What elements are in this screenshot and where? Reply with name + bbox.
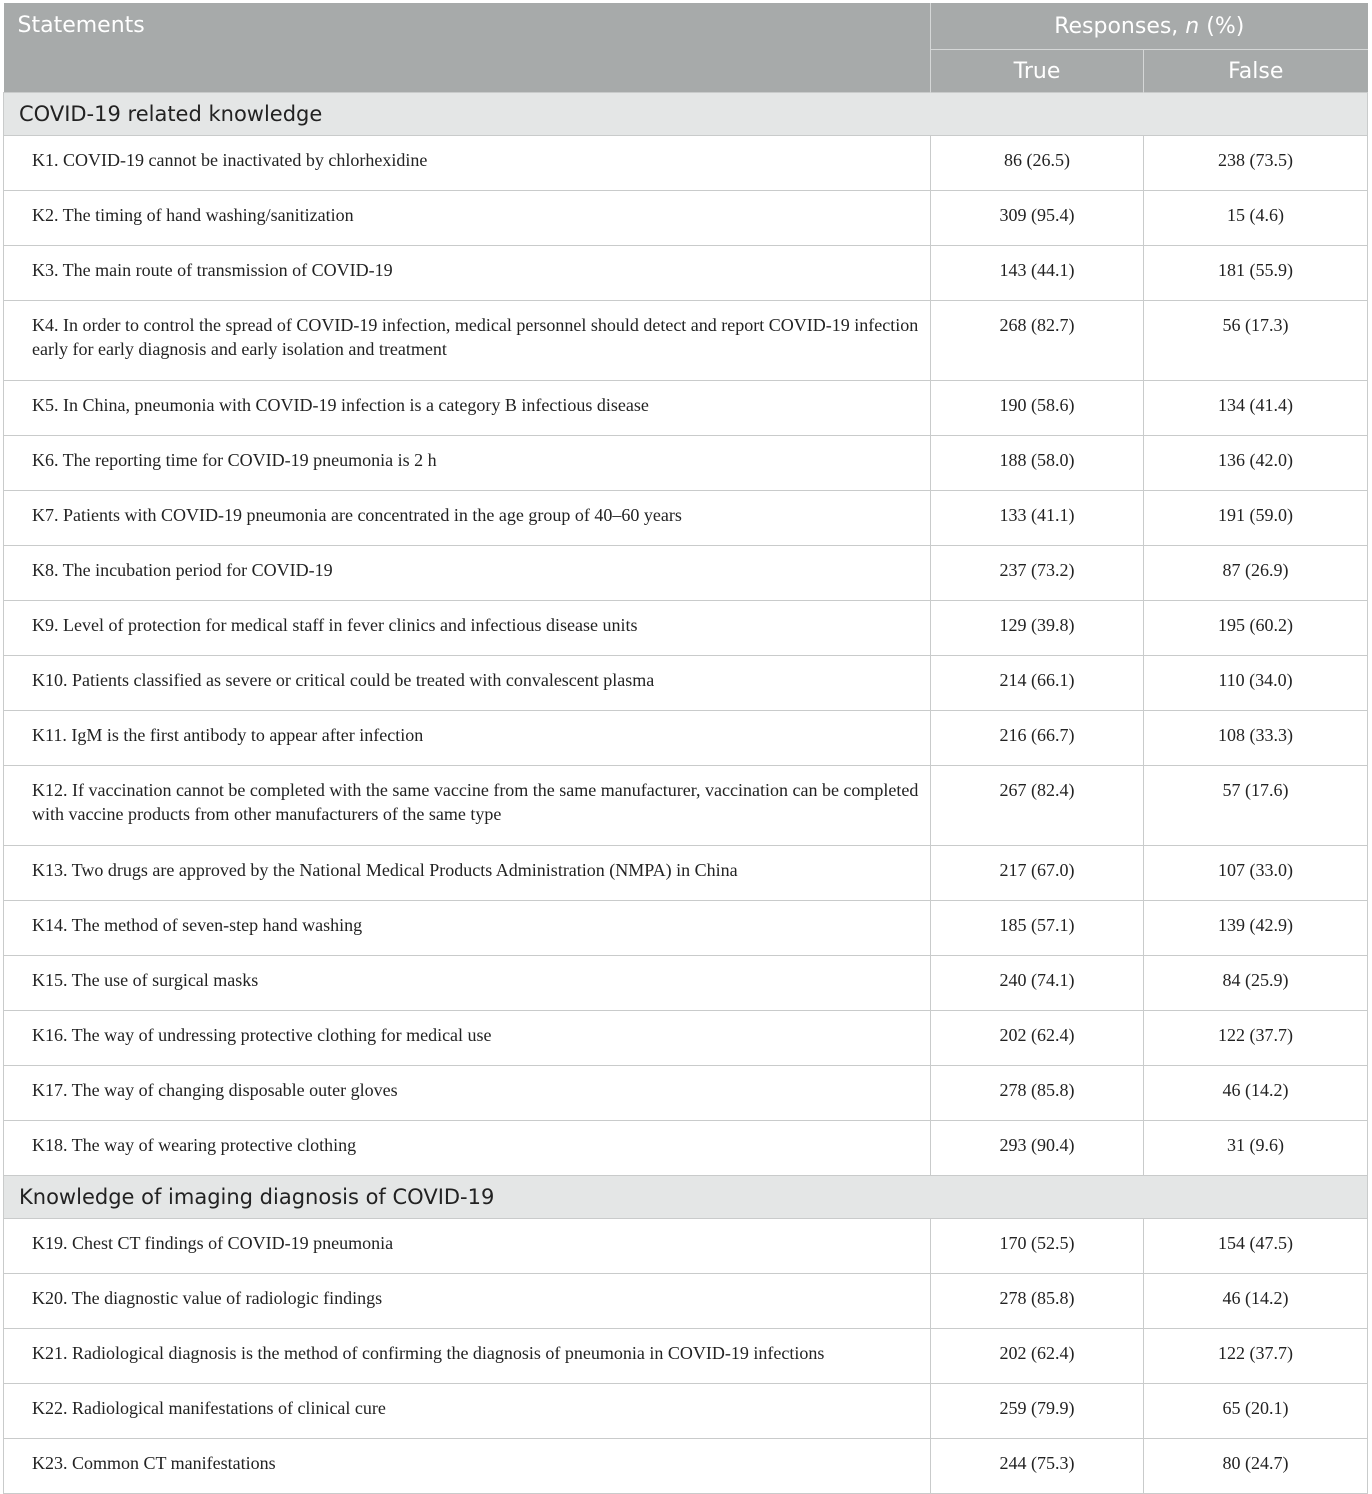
true-count-cell: 86 (26.5) — [931, 136, 1144, 191]
true-count-cell: 267 (82.4) — [931, 766, 1144, 846]
true-count-cell: 188 (58.0) — [931, 436, 1144, 491]
table-row — [4, 1384, 1368, 1439]
true-count-cell: 185 (57.1) — [931, 901, 1144, 956]
table-row — [4, 136, 1368, 191]
statement-cell: K5. In China, pneumonia with COVID-19 infection is a category B infectious disease — [4, 381, 931, 436]
header-responses-suffix: (%) — [1199, 13, 1245, 39]
false-count-cell: 122 (37.7) — [1144, 1011, 1368, 1066]
statement-cell: K10. Patients classified as severe or critical could be treated with convalescent plasma — [4, 656, 931, 711]
table-row — [4, 601, 1368, 656]
true-count-cell: 170 (52.5) — [931, 1219, 1144, 1274]
statement-cell: K14. The method of seven-step hand washing — [4, 901, 931, 956]
table-row — [4, 1219, 1368, 1274]
table-row — [4, 436, 1368, 491]
false-count-cell: 181 (55.9) — [1144, 246, 1368, 301]
false-count-cell: 31 (9.6) — [1144, 1121, 1368, 1176]
true-count-cell: 309 (95.4) — [931, 191, 1144, 246]
true-count-cell: 268 (82.7) — [931, 301, 1144, 381]
statement-cell: K3. The main route of transmission of COVID-19 — [4, 246, 931, 301]
false-count-cell: 122 (37.7) — [1144, 1329, 1368, 1384]
table-row — [4, 766, 1368, 846]
true-count-cell: 237 (73.2) — [931, 546, 1144, 601]
true-count-cell: 190 (58.6) — [931, 381, 1144, 436]
statement-cell: K7. Patients with COVID-19 pneumonia are concentrated in the age group of 40–60 years — [4, 491, 931, 546]
false-count-cell: 15 (4.6) — [1144, 191, 1368, 246]
table-row — [4, 656, 1368, 711]
false-count-cell: 154 (47.5) — [1144, 1219, 1368, 1274]
false-count-cell: 65 (20.1) — [1144, 1384, 1368, 1439]
false-count-cell: 139 (42.9) — [1144, 901, 1368, 956]
false-count-cell: 191 (59.0) — [1144, 491, 1368, 546]
header-responses — [931, 3, 1368, 50]
false-count-cell: 195 (60.2) — [1144, 601, 1368, 656]
section-title: Knowledge of imaging diagnosis of COVID-19 — [4, 1176, 1368, 1219]
table-row — [4, 491, 1368, 546]
statement-cell: K18. The way of wearing protective clothing — [4, 1121, 931, 1176]
table-row — [4, 711, 1368, 766]
statement-cell: K20. The diagnostic value of radiologic findings — [4, 1274, 931, 1329]
statement-cell: K2. The timing of hand washing/sanitization — [4, 191, 931, 246]
section-title: COVID-19 related knowledge — [4, 93, 1368, 136]
table-row — [4, 301, 1368, 381]
false-count-cell: 107 (33.0) — [1144, 846, 1368, 901]
false-count-cell: 110 (34.0) — [1144, 656, 1368, 711]
true-count-cell: 202 (62.4) — [931, 1329, 1144, 1384]
statement-cell: K19. Chest CT findings of COVID-19 pneumonia — [4, 1219, 931, 1274]
table-row — [4, 846, 1368, 901]
true-count-cell: 293 (90.4) — [931, 1121, 1144, 1176]
table-row — [4, 1274, 1368, 1329]
header-false: False — [1144, 50, 1368, 93]
false-count-cell: 84 (25.9) — [1144, 956, 1368, 1011]
statement-cell: K12. If vaccination cannot be completed with the same vaccine from the same manufacturer, vaccination can be completed with vaccine products from other manufacturers of the same type — [4, 766, 931, 846]
statement-cell: K6. The reporting time for COVID-19 pneumonia is 2 h — [4, 436, 931, 491]
false-count-cell: 46 (14.2) — [1144, 1066, 1368, 1121]
statement-cell: K15. The use of surgical masks — [4, 956, 931, 1011]
true-count-cell: 244 (75.3) — [931, 1439, 1144, 1494]
false-count-cell: 46 (14.2) — [1144, 1274, 1368, 1329]
false-count-cell: 108 (33.3) — [1144, 711, 1368, 766]
header-statements: Statements — [4, 3, 931, 93]
statement-cell: K1. COVID-19 cannot be inactivated by chlorhexidine — [4, 136, 931, 191]
true-count-cell: 278 (85.8) — [931, 1274, 1144, 1329]
false-count-cell: 134 (41.4) — [1144, 381, 1368, 436]
statement-cell: K9. Level of protection for medical staff in fever clinics and infectious disease units — [4, 601, 931, 656]
statement-cell: K23. Common CT manifestations — [4, 1439, 931, 1494]
table-row — [4, 956, 1368, 1011]
statement-cell: K8. The incubation period for COVID-19 — [4, 546, 931, 601]
true-count-cell: 129 (39.8) — [931, 601, 1144, 656]
section-row — [4, 1176, 1368, 1219]
section-row — [4, 93, 1368, 136]
statement-cell: K11. IgM is the first antibody to appear after infection — [4, 711, 931, 766]
table-body — [4, 93, 1368, 1494]
false-count-cell: 57 (17.6) — [1144, 766, 1368, 846]
header-responses-prefix: Responses, — [1054, 13, 1186, 39]
statement-cell: K17. The way of changing disposable outer gloves — [4, 1066, 931, 1121]
true-count-cell: 240 (74.1) — [931, 956, 1144, 1011]
false-count-cell: 56 (17.3) — [1144, 301, 1368, 381]
true-count-cell: 259 (79.9) — [931, 1384, 1144, 1439]
table-row — [4, 1066, 1368, 1121]
statement-cell: K4. In order to control the spread of COVID-19 infection, medical personnel should detect and report COVID-19 infection early for early diagnosis and early isolation and treatment — [4, 301, 931, 381]
table-row — [4, 246, 1368, 301]
false-count-cell: 87 (26.9) — [1144, 546, 1368, 601]
statement-cell: K22. Radiological manifestations of clinical cure — [4, 1384, 931, 1439]
false-count-cell: 238 (73.5) — [1144, 136, 1368, 191]
table-row — [4, 901, 1368, 956]
true-count-cell: 217 (67.0) — [931, 846, 1144, 901]
true-count-cell: 214 (66.1) — [931, 656, 1144, 711]
table-row — [4, 1011, 1368, 1066]
table-row — [4, 191, 1368, 246]
true-count-cell: 133 (41.1) — [931, 491, 1144, 546]
table-row — [4, 1121, 1368, 1176]
false-count-cell: 80 (24.7) — [1144, 1439, 1368, 1494]
true-count-cell: 202 (62.4) — [931, 1011, 1144, 1066]
table-header — [4, 3, 1368, 93]
header-true: True — [931, 50, 1144, 93]
true-count-cell: 278 (85.8) — [931, 1066, 1144, 1121]
knowledge-table-container — [3, 3, 1367, 1494]
true-count-cell: 143 (44.1) — [931, 246, 1144, 301]
statement-cell: K13. Two drugs are approved by the National Medical Products Administration (NMPA) in China — [4, 846, 931, 901]
statement-cell: K21. Radiological diagnosis is the method of confirming the diagnosis of pneumonia in COVID-19 infections — [4, 1329, 931, 1384]
table-row — [4, 381, 1368, 436]
knowledge-table — [3, 3, 1368, 1494]
table-row — [4, 546, 1368, 601]
table-row — [4, 1329, 1368, 1384]
statement-cell: K16. The way of undressing protective clothing for medical use — [4, 1011, 931, 1066]
true-count-cell: 216 (66.7) — [931, 711, 1144, 766]
header-responses-n: n — [1185, 13, 1200, 39]
table-row — [4, 1439, 1368, 1494]
false-count-cell: 136 (42.0) — [1144, 436, 1368, 491]
